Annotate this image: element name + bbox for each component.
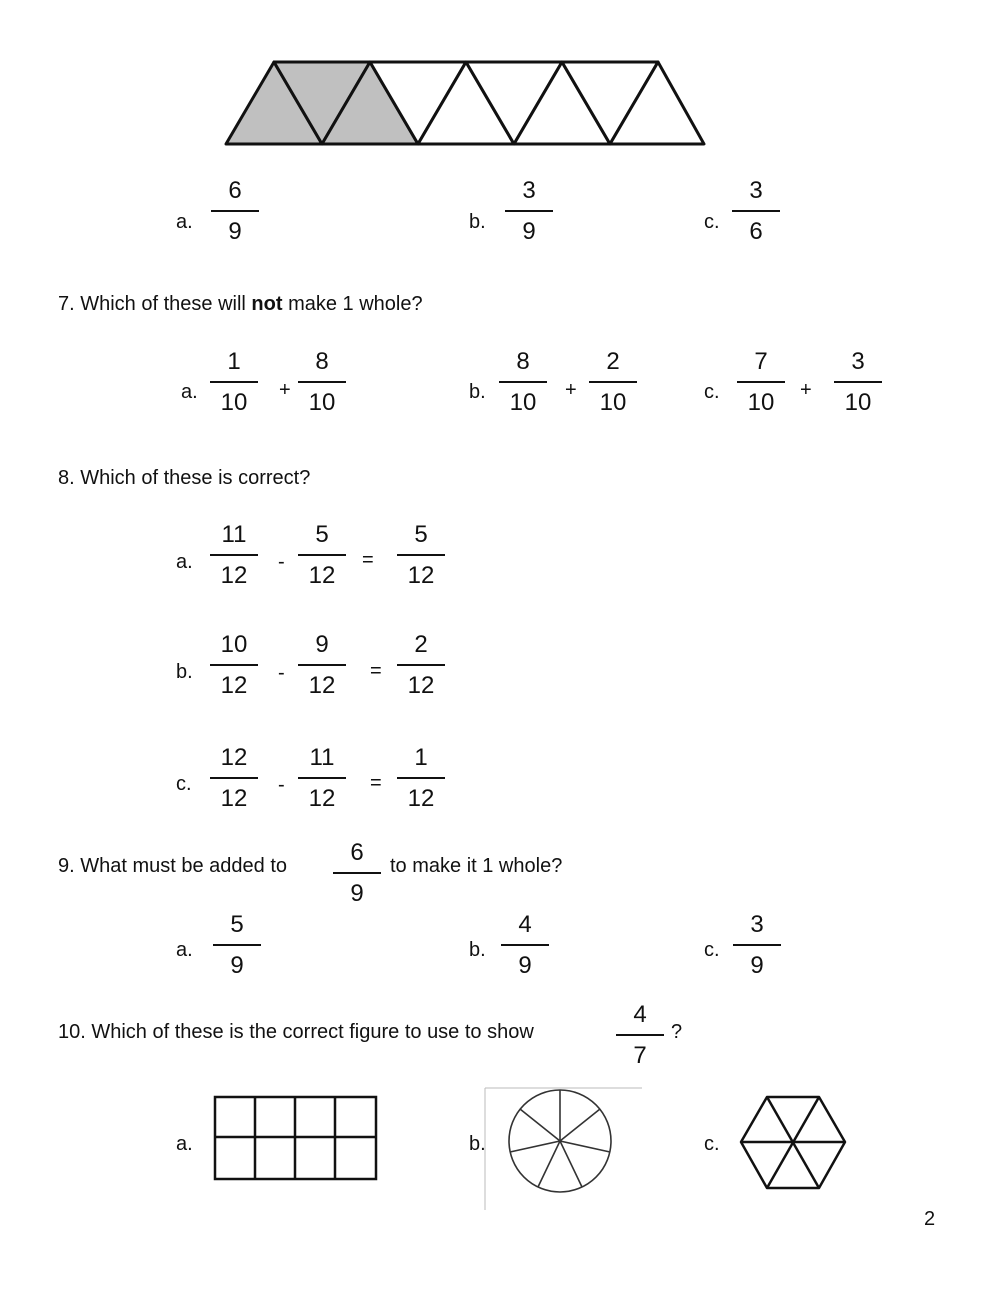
numerator: 8 [315,348,329,375]
fraction [834,347,882,418]
fraction [397,630,445,701]
question-10-suffix: ? [671,1021,683,1043]
numerator: 5 [315,521,329,548]
option-label[interactable]: c. [176,773,192,795]
denominator: 12 [308,672,336,699]
fraction-bar [210,664,258,666]
minus-sign: - [278,662,285,684]
plus-sign: + [800,379,812,401]
denominator: 12 [220,562,248,589]
fraction [616,1000,664,1071]
numerator: 4 [633,1001,647,1028]
fraction [505,176,553,247]
fraction [501,910,549,981]
denominator: 6 [749,218,763,245]
fraction-bar [298,554,346,556]
fraction [397,520,445,591]
denominator: 10 [747,389,775,416]
rectangle-grid-figure[interactable] [212,1094,380,1182]
fraction-bar [210,381,258,383]
sector-line [560,1109,600,1141]
fraction [213,910,261,981]
sector-line [538,1141,560,1187]
option-label[interactable]: a. [176,211,193,233]
fraction-bar [213,944,261,946]
numerator: 1 [227,348,241,375]
option-label[interactable]: a. [181,381,198,403]
denominator: 7 [633,1042,647,1069]
question-10-text: 10. Which of these is the correct figure to use to show [58,1021,534,1043]
denominator: 9 [522,218,536,245]
question-text: 7. Which of these will [58,293,252,315]
numerator: 9 [315,631,329,658]
option-label[interactable]: b. [469,1133,486,1155]
denominator: 9 [228,218,242,245]
sector-line [560,1141,582,1187]
denominator: 12 [407,672,435,699]
numerator: 11 [221,521,247,548]
option-label[interactable]: b. [176,661,193,683]
numerator: 8 [516,348,530,375]
sector-line [510,1141,560,1152]
question-text: make 1 whole? [282,293,423,315]
numerator: 6 [350,839,364,866]
option-label[interactable]: c. [704,1133,720,1155]
fraction [298,630,346,701]
question-9-suffix: to make it 1 whole? [390,855,563,877]
plus-sign: + [279,379,291,401]
fraction [733,910,781,981]
fraction-bar [737,381,785,383]
fraction [210,520,258,591]
fraction-bar [732,210,780,212]
fraction-bar [333,872,381,874]
numerator: 11 [309,744,335,771]
numerator: 7 [754,348,768,375]
fraction-bar [397,554,445,556]
equals-sign: = [370,660,382,682]
option-label[interactable]: c. [704,381,720,403]
fraction [210,347,258,418]
numerator: 3 [749,177,763,204]
plus-sign: + [565,379,577,401]
numerator: 6 [228,177,242,204]
fraction [397,743,445,814]
denominator: 10 [844,389,872,416]
denominator: 10 [509,389,537,416]
option-label[interactable]: a. [176,939,193,961]
fraction-bar [834,381,882,383]
hexagon-figure[interactable] [736,1093,850,1193]
denominator: 10 [599,389,627,416]
option-label[interactable]: c. [704,939,720,961]
numerator: 5 [230,911,244,938]
question-8: 8. Which of these is correct? [58,467,311,489]
option-label[interactable]: a. [176,551,193,573]
numerator: 10 [220,631,248,658]
fraction [499,347,547,418]
denominator: 9 [350,880,364,907]
fraction-bar [210,554,258,556]
denominator: 12 [220,672,248,699]
denominator: 10 [220,389,248,416]
numerator: 4 [518,911,532,938]
page-number: 2 [924,1208,936,1230]
fraction [298,520,346,591]
fraction [732,176,780,247]
fraction-bar [616,1034,664,1036]
denominator: 10 [308,389,336,416]
numerator: 12 [220,744,248,771]
minus-sign: - [278,774,285,796]
option-label[interactable]: b. [469,939,486,961]
option-label[interactable]: b. [469,381,486,403]
fraction-bar [298,777,346,779]
fraction [211,176,259,247]
fraction-bar [733,944,781,946]
numerator: 2 [606,348,620,375]
denominator: 12 [407,562,435,589]
denominator: 9 [518,952,532,979]
minus-sign: - [278,551,285,573]
sector-line [520,1109,560,1141]
question-7 [58,293,423,316]
option-label[interactable]: a. [176,1133,193,1155]
fraction-bar [589,381,637,383]
question-9-text: 9. What must be added to [58,855,288,877]
numerator: 3 [851,348,865,375]
triangle-strip-figure [220,58,710,150]
numerator: 3 [522,177,536,204]
denominator: 9 [230,952,244,979]
fraction-bar [499,381,547,383]
circle-sectors-figure[interactable] [484,1086,644,1212]
equals-sign: = [370,772,382,794]
fraction [298,347,346,418]
denominator: 12 [308,785,336,812]
numerator: 2 [414,631,428,658]
fraction [589,347,637,418]
sector-line [560,1141,610,1152]
fraction [210,743,258,814]
fraction-bar [211,210,259,212]
fraction [210,630,258,701]
fraction-bar [298,664,346,666]
numerator: 3 [750,911,764,938]
denominator: 12 [308,562,336,589]
fraction-bar [210,777,258,779]
fraction-bar [505,210,553,212]
question-emphasis: not [251,293,283,315]
fraction [333,838,381,909]
numerator: 1 [414,744,428,771]
fraction-bar [397,664,445,666]
denominator: 12 [407,785,435,812]
denominator: 9 [750,952,764,979]
option-label[interactable]: c. [704,211,720,233]
denominator: 12 [220,785,248,812]
fraction [737,347,785,418]
equals-sign: = [362,549,374,571]
numerator: 5 [414,521,428,548]
option-label[interactable]: b. [469,211,486,233]
fraction-bar [298,381,346,383]
fraction [298,743,346,814]
fraction-bar [501,944,549,946]
fraction-bar [397,777,445,779]
